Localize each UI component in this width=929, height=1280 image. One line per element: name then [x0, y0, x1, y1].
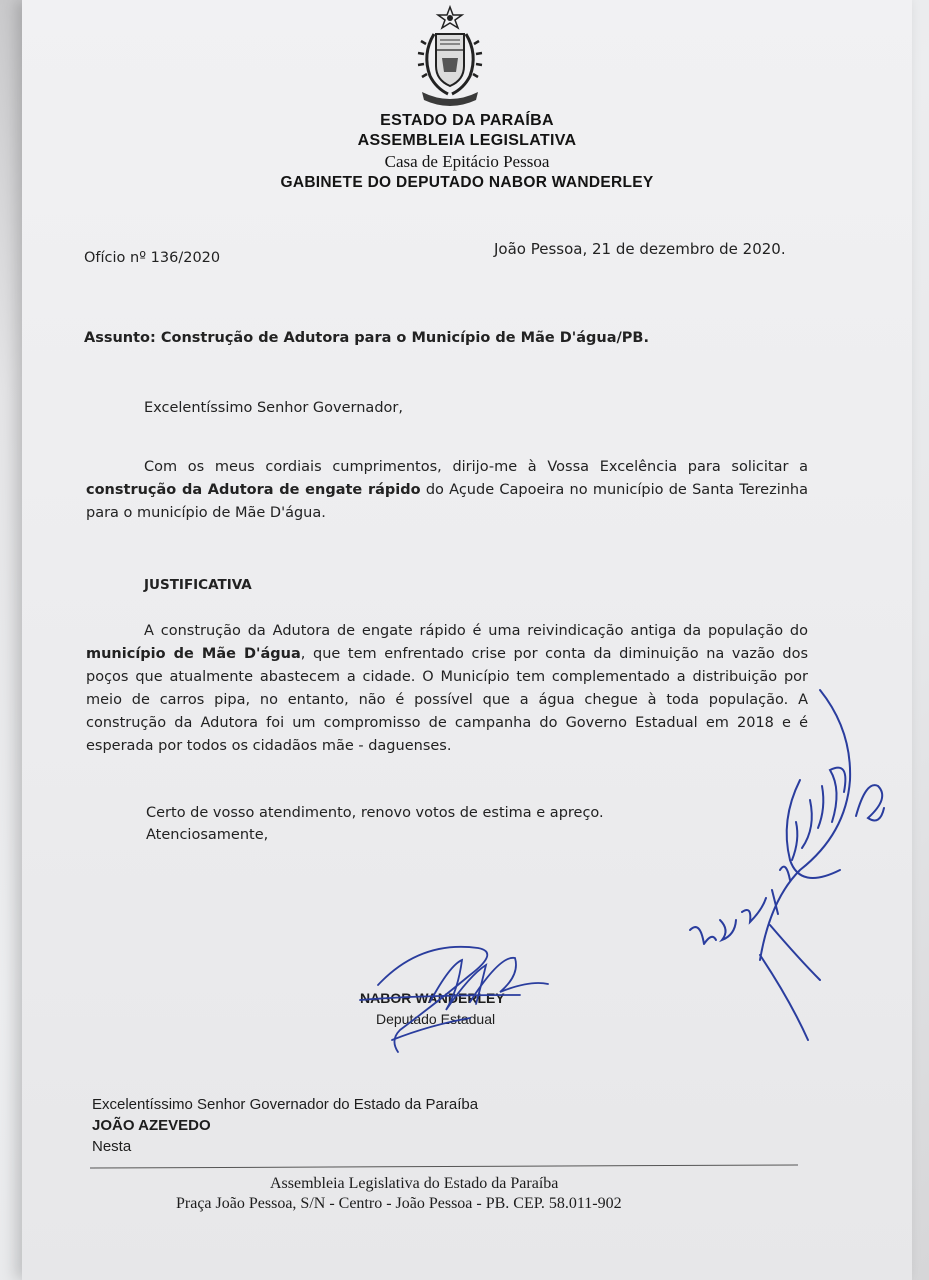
justification-text-c: , que tem enfrentado crise por conta da diminuição na vazão dos poços que atualmente abastecem a cidade. O Município tem complementado a distribuição por meio de carros pipa, no entanto, não é possível que a água chegue à toda população. A construção da Adutora foi um compromisso de campanha do Governo Estadual em 2018 e é esperada por todos os cidadãos mãe - daguenses. [86, 646, 808, 754]
justification-heading: JUSTIFICATIVA [144, 577, 252, 593]
justification-text-a: A construção da Adutora de engate rápido é uma reivindicação antiga da população do [144, 623, 808, 639]
salutation: Excelentíssimo Senhor Governador, [144, 400, 403, 416]
closing-line: Certo de vosso atendimento, renovo votos de estima e apreço. [146, 805, 604, 821]
signatory-role: Deputado Estadual [376, 1011, 496, 1027]
request-text-c: do Açude Capoeira no município de Santa Terezinha para o município de Mãe D'água. [86, 482, 808, 521]
signatory-name: NABOR WANDERLEY [360, 990, 505, 1006]
addressee-title: Excelentíssimo Senhor Governador do Estado da Paraíba [92, 1096, 479, 1113]
footer-divider [90, 1164, 798, 1168]
letter-page [22, 0, 912, 1280]
justification-paragraph [86, 620, 808, 758]
addressee-block [92, 1094, 478, 1157]
subject: Assunto: Construção de Adutora para o Município de Mãe D'água/PB. [84, 330, 649, 346]
office-name: GABINETE DO DEPUTADO NABOR WANDERLEY [280, 174, 654, 191]
request-text-bold: construção da Adutora de engate rápido [86, 482, 421, 498]
request-text-a: Com os meus cordiais cumprimentos, dirijo-me à Vossa Excelência para solicitar a [144, 459, 808, 475]
addressee-location: Nesta [92, 1138, 132, 1155]
paraiba-coat-of-arms-icon [414, 4, 486, 108]
letter-number: Ofício nº 136/2020 [84, 250, 221, 266]
place-date: João Pessoa, 21 de dezembro de 2020. [494, 240, 786, 258]
addressee-name: JOÃO AZEVEDO [92, 1117, 211, 1134]
request-paragraph [86, 456, 808, 525]
justification-text-bold: município de Mãe D'água [86, 646, 301, 662]
assembly-name: ASSEMBLEIA LEGISLATIVA [357, 132, 577, 149]
closing: Atenciosamente, [146, 827, 269, 843]
house-name: Casa de Epitácio Pessoa [384, 152, 550, 171]
footer-line-1: Assembleia Legislativa do Estado da Paraíba [270, 1175, 559, 1192]
state-name: ESTADO DA PARAÍBA [380, 112, 554, 129]
footer-line-2: Praça João Pessoa, S/N - Centro - João Pessoa - PB. CEP. 58.011-902 [176, 1195, 622, 1212]
